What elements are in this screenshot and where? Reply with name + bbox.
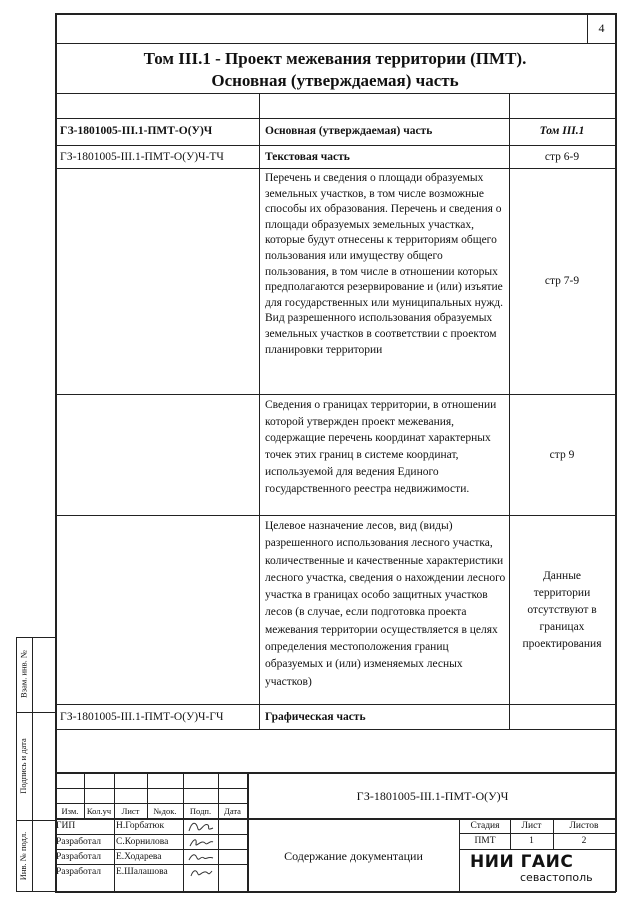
org-logo-sub: севастополь	[520, 871, 593, 884]
row-0-name: Основная (утверждаемая) часть	[265, 125, 433, 137]
stamp-sheets-label: Листов	[569, 821, 599, 831]
stamp-sheet: 1	[529, 836, 534, 846]
signature-1	[186, 835, 216, 850]
row-1-code: ГЗ-1801005-III.1-ПМТ-О(У)Ч-ТЧ	[60, 151, 224, 163]
stamp-person-1-role: Разработал	[56, 837, 101, 847]
stamp-person-0-role: ГИП	[56, 821, 76, 831]
side-label-podpis: Подпись и дата	[18, 738, 28, 794]
row-0-page: Том III.1	[539, 125, 585, 137]
page-title-line2: Основная (утверждаемая) часть	[211, 71, 459, 90]
signature-3	[186, 865, 216, 880]
side-label-inv: Инв. № подл.	[18, 831, 28, 881]
page-number: 4	[598, 21, 605, 35]
stamp-header-data: Дата	[224, 806, 241, 816]
stamp-header-kolu: Кол.уч	[86, 806, 112, 816]
stamp-person-0-name: Н.Горбатюк	[116, 821, 165, 831]
row-3-name: Сведения о границах территории, в отношении которой утвержден проект межевания, содержащие перечень координат характерных точек этих границ в системе координат, используемой для ведения Единого государственного реестра недвижимости.	[265, 399, 497, 495]
row-5-code: ГЗ-1801005-III.1-ПМТ-О(У)Ч-ГЧ	[60, 711, 224, 723]
stamp-person-1-name: С.Корнилова	[116, 837, 169, 847]
stamp-person-2-name: Е.Ходарева	[116, 852, 162, 862]
stamp-doc-code: ГЗ-1801005-III.1-ПМТ-О(У)Ч	[356, 789, 509, 803]
stamp-sheets: 2	[581, 836, 587, 846]
stamp-header-ndok: №док.	[153, 806, 177, 816]
page-title-line1: Том III.1 - Проект межевания территории (ПМТ).	[143, 49, 527, 68]
stamp-stage-label: Стадия	[470, 821, 500, 831]
row-3-page: стр 9	[549, 449, 575, 461]
stamp-person-2-role: Разработал	[56, 852, 101, 862]
row-4-page: Данные территории отсутствуют в границах проектирования	[522, 570, 602, 650]
stamp-sheet-label: Лист	[521, 821, 542, 831]
row-5-name: Графическая часть	[265, 711, 366, 723]
side-label-vzam: Взам. инв. №	[18, 650, 29, 698]
stamp-header-list: Лист	[121, 806, 140, 816]
stamp-stage: ПМТ	[474, 836, 496, 846]
row-2-name: Перечень и сведения о площади образуемых земельных участков, в том числе возможные способы их образования. Перечень и сведения о площади образуемых земельных участках, которые будут отнесены к территориям общего пользования или имуществу общего пользования, в том числе в отношении которых предполагаются резервирование и (или) изъятие для государственных или муниципальных нужд. Вид разрешенного использования образуемых земельных участков в соответствии с проектом планировки территории	[265, 172, 504, 356]
row-0-code: ГЗ-1801005-III.1-ПМТ-О(У)Ч	[60, 125, 213, 137]
org-logo-main: НИИ ГАИС	[470, 852, 574, 872]
row-1-name: Текстовая часть	[265, 151, 350, 163]
org-logo	[470, 853, 610, 889]
signature-0	[186, 819, 216, 835]
row-4-name: Целевое назначение лесов, вид (виды) разрешенного использования лесного участка, количественные и качественные характеристики лесного участка, сведения о нахождении лесного участка в границах особо защитных участков лесов (в случае, если подготовка проекта межевания территории осуществляется в целях определения местоположения границ образуемых и (или) изменяемых лесных участков)	[265, 520, 506, 688]
row-1-page: стр 6-9	[544, 151, 580, 163]
signature-2	[186, 850, 216, 865]
stamp-person-3-name: Е.Шалашова	[116, 867, 168, 877]
stamp-header-izm: Изм.	[61, 806, 79, 816]
stamp-doc-title: Содержание документации	[284, 849, 423, 863]
stamp-header-podp: Подп.	[189, 806, 212, 816]
stamp-person-3-role: Разработал	[56, 867, 101, 877]
row-2-page: стр 7-9	[544, 275, 580, 287]
